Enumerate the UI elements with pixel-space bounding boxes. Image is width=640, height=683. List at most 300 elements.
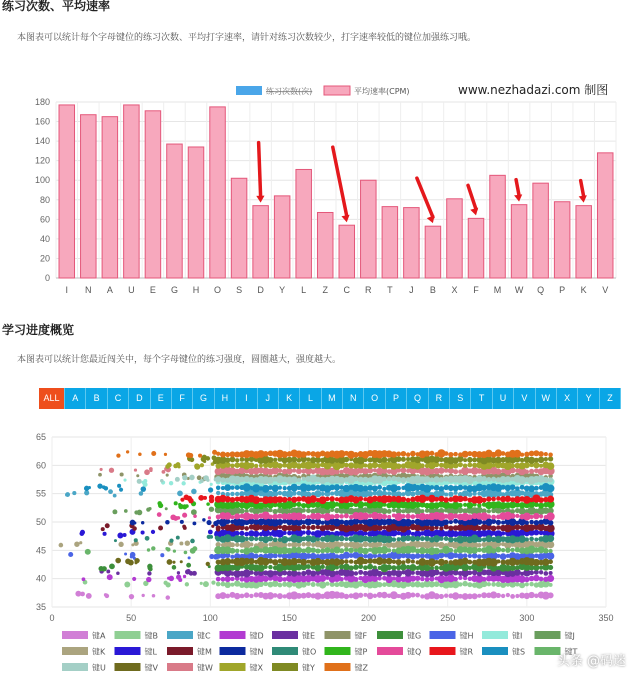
point	[112, 509, 117, 514]
point	[339, 542, 344, 547]
point	[286, 581, 292, 587]
point	[538, 457, 544, 463]
point	[477, 594, 481, 598]
point	[410, 492, 415, 497]
tab-r[interactable]: R	[429, 388, 450, 409]
point	[225, 576, 231, 582]
point	[547, 485, 555, 493]
point	[491, 515, 496, 520]
point	[301, 508, 305, 512]
point	[434, 485, 440, 491]
point	[192, 521, 196, 525]
point	[202, 518, 205, 521]
point	[244, 526, 249, 531]
point	[139, 491, 144, 496]
point	[377, 485, 382, 490]
point	[230, 577, 234, 581]
point	[244, 592, 250, 598]
bar-h	[188, 147, 204, 278]
point	[184, 551, 188, 555]
point	[182, 513, 187, 518]
x-tick-label: E	[149, 285, 156, 295]
point	[229, 548, 235, 554]
point	[496, 554, 500, 558]
point	[448, 526, 453, 531]
y-tick-label: 40	[35, 573, 46, 584]
tab-h[interactable]: H	[215, 388, 236, 409]
point	[147, 564, 152, 569]
x-tick-label: L	[301, 285, 307, 295]
point	[106, 570, 110, 574]
point	[166, 474, 169, 477]
point	[491, 477, 496, 482]
tab-s[interactable]: S	[450, 388, 471, 409]
point	[176, 575, 181, 580]
point	[152, 594, 156, 598]
tab-all[interactable]: ALL	[39, 388, 65, 409]
legend-swatch	[482, 631, 508, 639]
point	[415, 536, 420, 541]
point	[325, 582, 329, 586]
point	[272, 580, 279, 587]
point	[324, 547, 330, 553]
legend-swatch	[115, 647, 141, 655]
tab-i[interactable]: I	[236, 388, 257, 409]
point	[491, 548, 496, 553]
point	[411, 520, 415, 524]
point	[406, 526, 410, 530]
point	[510, 513, 516, 519]
point	[235, 485, 240, 490]
point	[367, 593, 374, 600]
point	[467, 502, 474, 509]
point	[467, 457, 473, 463]
point	[401, 560, 405, 564]
point	[157, 512, 162, 517]
point	[175, 477, 180, 482]
point	[487, 514, 492, 519]
bar-a	[102, 117, 118, 278]
point	[165, 582, 170, 587]
point	[401, 457, 406, 462]
legend-label: 键G	[407, 631, 422, 641]
tab-l[interactable]: L	[300, 388, 321, 409]
point	[382, 514, 387, 519]
point	[477, 548, 482, 553]
point	[458, 485, 464, 491]
point	[117, 484, 121, 488]
point	[306, 525, 311, 530]
point	[253, 513, 259, 519]
point	[123, 479, 126, 482]
tab-e[interactable]: E	[151, 388, 172, 409]
tab-f[interactable]: F	[172, 388, 193, 409]
point	[468, 560, 473, 565]
point	[472, 553, 478, 559]
point	[367, 558, 373, 564]
point	[263, 576, 269, 582]
bar-y	[274, 196, 290, 278]
tab-y[interactable]: Y	[578, 388, 599, 409]
point	[147, 571, 151, 575]
legend-label: 键B	[144, 631, 158, 641]
point	[501, 451, 506, 456]
legend-swatch	[115, 663, 141, 671]
point	[349, 565, 354, 570]
point	[514, 524, 520, 530]
tab-u[interactable]: U	[493, 388, 514, 409]
point	[234, 513, 240, 519]
point	[278, 583, 283, 588]
x-tick-label: 100	[202, 613, 218, 623]
point	[372, 485, 378, 491]
y-tick-label: 140	[34, 136, 50, 147]
y-tick-label: 160	[34, 116, 50, 127]
y-tick-label: 60	[39, 214, 50, 225]
point	[491, 519, 496, 524]
point	[249, 570, 253, 574]
point	[363, 541, 369, 547]
point	[296, 468, 302, 474]
point	[147, 548, 150, 551]
point	[82, 577, 86, 581]
point	[173, 549, 176, 552]
tab-t[interactable]: T	[471, 388, 492, 409]
point	[310, 547, 316, 553]
point	[340, 577, 344, 581]
point	[420, 577, 425, 582]
legend-label: 键V	[144, 663, 158, 673]
point	[425, 577, 430, 582]
point	[519, 582, 525, 588]
legend-swatch	[377, 631, 403, 639]
point	[221, 577, 226, 582]
point	[391, 476, 396, 481]
tab-c[interactable]: C	[108, 388, 129, 409]
point	[119, 488, 123, 492]
tab-n[interactable]: N	[343, 388, 364, 409]
point	[186, 569, 190, 573]
point	[239, 508, 244, 513]
point	[272, 509, 277, 514]
point	[353, 577, 358, 582]
point	[439, 477, 445, 483]
point	[525, 582, 529, 586]
bar-r	[361, 180, 377, 278]
tab-o[interactable]: O	[364, 388, 385, 409]
point	[424, 536, 429, 541]
arrow-head-d	[256, 196, 264, 203]
legend-swatch	[325, 663, 351, 671]
point	[472, 458, 477, 463]
tab-q[interactable]: Q	[407, 388, 428, 409]
point	[301, 525, 306, 530]
point	[468, 554, 472, 558]
point	[166, 595, 170, 599]
x-tick-label: 350	[598, 613, 614, 623]
legend-swatch	[272, 663, 298, 671]
point	[207, 535, 211, 539]
x-tick-label: 0	[49, 613, 55, 623]
point	[520, 453, 524, 457]
point	[471, 547, 478, 554]
point	[439, 526, 443, 530]
point	[180, 560, 183, 563]
letter-tabs	[39, 388, 621, 409]
point	[225, 582, 231, 588]
point	[203, 475, 209, 481]
x-tick-label: 150	[281, 613, 297, 623]
point	[118, 542, 123, 547]
point	[539, 570, 543, 574]
tab-g[interactable]: G	[193, 388, 214, 409]
bar-z	[317, 212, 333, 278]
point	[353, 565, 358, 570]
point	[74, 541, 79, 546]
point	[363, 565, 368, 570]
point	[181, 481, 185, 485]
point	[151, 546, 155, 550]
tab-p[interactable]: P	[386, 388, 407, 409]
point	[363, 593, 367, 597]
point	[443, 497, 449, 503]
point	[467, 462, 472, 467]
point	[358, 496, 363, 501]
point	[401, 451, 407, 457]
point	[114, 539, 117, 542]
point	[230, 515, 234, 519]
tab-w[interactable]: W	[536, 388, 557, 409]
point	[296, 525, 301, 530]
point	[177, 465, 180, 468]
point	[387, 548, 391, 552]
legend-swatch	[377, 647, 403, 655]
point	[524, 452, 529, 457]
point	[206, 562, 210, 566]
bar-q	[533, 183, 549, 278]
point	[397, 537, 401, 541]
point	[164, 453, 167, 456]
legend-label: 键M	[197, 647, 212, 657]
point	[411, 514, 416, 519]
point	[302, 530, 306, 534]
point	[116, 571, 120, 575]
point	[524, 577, 530, 583]
point	[102, 566, 107, 571]
point	[529, 582, 533, 586]
point	[548, 452, 553, 457]
point	[430, 485, 435, 490]
point	[438, 559, 445, 566]
point	[257, 564, 265, 572]
point	[200, 582, 203, 585]
point	[501, 531, 505, 535]
point	[305, 592, 311, 598]
tab-z[interactable]: Z	[600, 388, 621, 409]
point	[283, 486, 287, 490]
point	[115, 558, 121, 564]
point	[146, 577, 151, 582]
point	[235, 543, 239, 547]
point	[544, 571, 549, 576]
x-tick-label: U	[128, 285, 135, 295]
legend-label: 键S	[512, 647, 526, 657]
point	[316, 525, 320, 529]
point	[547, 552, 555, 560]
point	[253, 531, 259, 537]
tab-d[interactable]: D	[129, 388, 150, 409]
site-watermark: www.nezhadazi.com 制图	[458, 83, 609, 97]
point	[448, 492, 453, 497]
y-tick-label: 120	[34, 155, 50, 166]
point	[467, 582, 472, 587]
x-tick-label: 200	[361, 613, 377, 623]
point	[216, 577, 221, 582]
legend-swatch	[167, 631, 193, 639]
point	[358, 593, 363, 598]
point	[382, 477, 387, 482]
x-tick-label: H	[192, 285, 200, 295]
point	[209, 507, 214, 512]
legend-label: 键L	[144, 647, 157, 657]
point	[529, 570, 534, 575]
point	[462, 581, 468, 587]
point	[183, 526, 187, 530]
x-tick-label: O	[214, 285, 222, 295]
point	[549, 583, 553, 587]
point	[221, 582, 226, 587]
point	[97, 483, 102, 488]
x-tick-label: S	[236, 285, 243, 295]
x-tick-label: 300	[519, 613, 535, 623]
point	[230, 485, 235, 490]
section-title-practice: 练习次数、平均速率	[2, 0, 111, 13]
point	[406, 498, 411, 503]
point	[538, 497, 544, 503]
point	[292, 468, 296, 472]
arrow-k	[581, 181, 584, 197]
y-tick-label: 40	[39, 233, 50, 244]
point	[439, 486, 444, 491]
point	[505, 547, 510, 552]
point	[296, 502, 301, 507]
x-tick-label: Y	[279, 285, 286, 295]
x-tick-label: D	[257, 285, 264, 295]
point	[282, 497, 288, 503]
point	[510, 463, 515, 468]
point	[424, 450, 430, 456]
point	[225, 594, 230, 599]
point	[165, 507, 168, 510]
point	[306, 541, 312, 547]
y-tick-label: 50	[35, 517, 46, 527]
point	[458, 503, 463, 508]
bar-p	[554, 202, 570, 278]
point	[319, 575, 326, 582]
tab-v[interactable]: V	[514, 388, 535, 409]
tab-x[interactable]: X	[557, 388, 578, 409]
point	[321, 492, 325, 496]
point	[124, 581, 130, 587]
bar-e	[145, 111, 161, 278]
point	[202, 455, 208, 461]
point	[544, 452, 548, 456]
y-tick-label: 45	[35, 545, 46, 556]
point	[420, 553, 425, 558]
point	[458, 582, 462, 586]
point	[296, 496, 301, 501]
point	[230, 583, 234, 587]
point	[400, 477, 406, 483]
point	[151, 451, 156, 456]
point	[400, 564, 407, 571]
point	[344, 537, 348, 541]
point	[486, 477, 491, 482]
point	[277, 593, 283, 599]
point	[439, 536, 444, 541]
corner-watermark: 头条 @码迷	[556, 654, 626, 669]
point	[518, 535, 525, 542]
tab-b[interactable]: B	[86, 388, 107, 409]
point	[329, 570, 336, 577]
point	[381, 508, 387, 514]
point	[59, 543, 64, 548]
point	[262, 485, 270, 493]
point	[268, 536, 273, 541]
point	[396, 463, 402, 469]
bar-d	[253, 206, 269, 278]
point	[84, 486, 89, 491]
point	[420, 536, 425, 541]
point	[216, 486, 221, 491]
point	[406, 452, 410, 456]
point	[75, 591, 81, 597]
point	[310, 571, 316, 577]
point	[107, 574, 113, 580]
point	[547, 535, 554, 542]
point	[335, 554, 340, 559]
point	[281, 536, 288, 543]
point	[297, 572, 301, 576]
bar-n	[81, 115, 97, 278]
legend-label: 键X	[249, 663, 263, 673]
point	[549, 549, 553, 553]
tab-j[interactable]: J	[258, 388, 279, 409]
point	[225, 492, 230, 497]
point	[513, 450, 521, 458]
point	[387, 476, 392, 481]
point	[348, 547, 354, 553]
point	[348, 570, 354, 576]
point	[177, 490, 183, 496]
tab-m[interactable]: M	[322, 388, 343, 409]
legend-label: 键P	[354, 647, 368, 657]
point	[320, 548, 325, 553]
tab-k[interactable]: K	[279, 388, 300, 409]
point	[549, 571, 553, 575]
point	[382, 553, 388, 559]
point	[306, 515, 310, 519]
point	[211, 580, 215, 584]
tab-a[interactable]: A	[65, 388, 86, 409]
point	[406, 457, 410, 461]
legend-swatch	[272, 631, 298, 639]
point	[510, 484, 516, 490]
point	[433, 548, 440, 555]
point	[185, 540, 190, 545]
point	[235, 549, 240, 554]
point	[547, 575, 554, 582]
